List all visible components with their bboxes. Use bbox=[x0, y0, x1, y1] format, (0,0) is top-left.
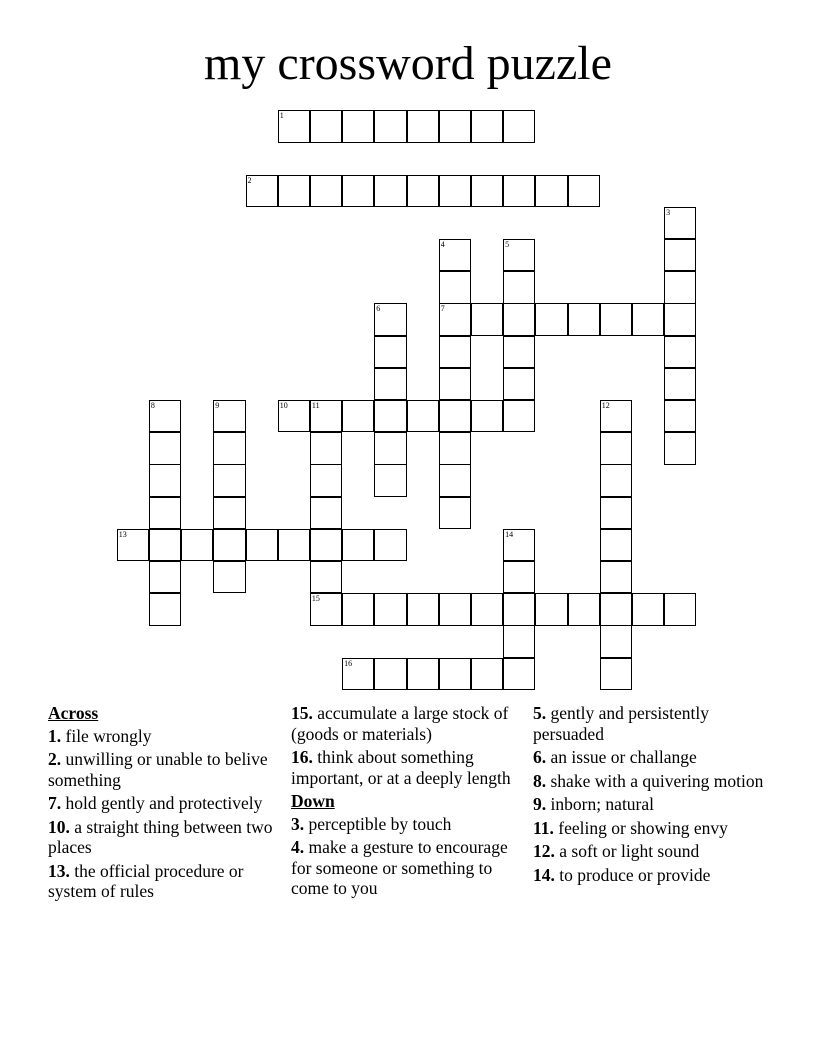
down-clue: 14. to produce or provide bbox=[533, 864, 711, 885]
grid-cell[interactable] bbox=[600, 303, 632, 335]
grid-cell[interactable] bbox=[407, 110, 439, 142]
across-clue: 7. hold gently and protectively bbox=[48, 793, 263, 813]
grid-cell[interactable] bbox=[407, 400, 439, 432]
grid-cell[interactable] bbox=[600, 561, 632, 593]
grid-cell[interactable] bbox=[374, 432, 406, 464]
grid-cell[interactable] bbox=[213, 529, 245, 561]
grid-cell[interactable] bbox=[374, 110, 406, 142]
grid-cell[interactable] bbox=[664, 400, 696, 432]
grid-cell[interactable] bbox=[407, 658, 439, 690]
grid-cell[interactable] bbox=[213, 464, 245, 496]
grid-cell[interactable] bbox=[310, 175, 342, 207]
grid-cell[interactable] bbox=[310, 529, 342, 561]
cell-number: 2 bbox=[247, 175, 252, 185]
grid-cell[interactable] bbox=[503, 271, 535, 303]
grid-cell[interactable] bbox=[310, 497, 342, 529]
grid-cell[interactable] bbox=[213, 561, 245, 593]
down-clue: 5. gently and persistently persuaded bbox=[533, 703, 709, 744]
page-title: my crossword puzzle bbox=[204, 37, 612, 90]
cell-number: 11 bbox=[311, 401, 320, 410]
grid-cell[interactable] bbox=[439, 271, 471, 303]
grid-cell[interactable] bbox=[503, 239, 535, 271]
grid-cell[interactable] bbox=[535, 175, 567, 207]
grid-cell[interactable] bbox=[149, 400, 181, 432]
grid-cell[interactable] bbox=[374, 658, 406, 690]
grid-cell[interactable] bbox=[310, 593, 342, 625]
across-clue: 15. accumulate a large stock of (goods or materials) bbox=[291, 703, 509, 744]
across-heading: Across bbox=[48, 703, 99, 723]
cell-number: 16 bbox=[344, 658, 353, 668]
across-clue: 10. a straight thing between two places bbox=[48, 816, 273, 857]
down-clue: 4. make a gesture to encourage for someone or something to come to you bbox=[291, 837, 508, 898]
grid-cell[interactable] bbox=[600, 464, 632, 496]
grid-cell[interactable] bbox=[503, 529, 535, 561]
grid-cell[interactable] bbox=[278, 400, 310, 432]
grid-cell[interactable] bbox=[149, 497, 181, 529]
grid-cell[interactable] bbox=[149, 593, 181, 625]
grid-cell[interactable] bbox=[213, 497, 245, 529]
grid-cell[interactable] bbox=[439, 303, 471, 335]
cell-number: 12 bbox=[601, 401, 610, 410]
cell-number: 6 bbox=[376, 304, 381, 314]
grid-cell[interactable] bbox=[246, 529, 278, 561]
cell-number: 14 bbox=[505, 529, 514, 539]
grid-cell[interactable] bbox=[213, 432, 245, 464]
grid-cell[interactable] bbox=[600, 625, 632, 657]
grid-cell[interactable] bbox=[439, 593, 471, 625]
grid-cell[interactable] bbox=[439, 175, 471, 207]
grid-cell[interactable] bbox=[503, 175, 535, 207]
across-clue: 1. file wrongly bbox=[48, 725, 152, 746]
cell-number: 7 bbox=[440, 304, 445, 314]
cell-number: 15 bbox=[311, 594, 320, 604]
grid-cell[interactable] bbox=[342, 400, 374, 432]
grid-cell[interactable] bbox=[568, 175, 600, 207]
across-clue: 16. think about something important, or at a deeply length bbox=[291, 747, 511, 788]
grid-cell[interactable] bbox=[342, 175, 374, 207]
grid-cell[interactable] bbox=[310, 110, 342, 142]
grid-cell[interactable] bbox=[342, 593, 374, 625]
grid-cell[interactable] bbox=[246, 175, 278, 207]
grid-cell[interactable] bbox=[342, 110, 374, 142]
grid-cell[interactable] bbox=[535, 593, 567, 625]
grid-cell[interactable] bbox=[535, 303, 567, 335]
grid-cell[interactable] bbox=[310, 432, 342, 464]
grid-cell[interactable] bbox=[664, 207, 696, 239]
down-heading: Down bbox=[291, 791, 335, 811]
grid-cell[interactable] bbox=[149, 529, 181, 561]
grid-cell[interactable] bbox=[374, 464, 406, 496]
grid-cell[interactable] bbox=[310, 464, 342, 496]
clue-column-3 bbox=[533, 703, 773, 888]
grid-cell[interactable] bbox=[278, 529, 310, 561]
grid-cell[interactable] bbox=[600, 529, 632, 561]
grid-cell[interactable] bbox=[374, 368, 406, 400]
grid-cell[interactable] bbox=[471, 400, 503, 432]
grid-cell[interactable] bbox=[342, 529, 374, 561]
grid-cell[interactable] bbox=[310, 561, 342, 593]
cell-number: 13 bbox=[118, 529, 127, 539]
across-clue: 13. the official procedure or system of rules bbox=[48, 860, 244, 901]
grid-cell[interactable] bbox=[664, 593, 696, 625]
grid-cell[interactable] bbox=[439, 368, 471, 400]
cell-number: 1 bbox=[279, 111, 284, 121]
grid-cell[interactable] bbox=[471, 303, 503, 335]
grid-cell[interactable] bbox=[600, 432, 632, 464]
grid-cell[interactable] bbox=[664, 271, 696, 303]
grid-cell[interactable] bbox=[374, 529, 406, 561]
grid-cell[interactable] bbox=[503, 593, 535, 625]
down-clue: 11. feeling or showing envy bbox=[533, 817, 728, 838]
grid-cell[interactable] bbox=[632, 593, 664, 625]
grid-cell[interactable] bbox=[632, 303, 664, 335]
cell-number: 10 bbox=[279, 401, 288, 410]
grid-cell[interactable] bbox=[149, 432, 181, 464]
grid-cell[interactable] bbox=[503, 400, 535, 432]
grid-cell[interactable] bbox=[374, 336, 406, 368]
cell-number: 5 bbox=[505, 240, 510, 249]
down-clue: 12. a soft or light sound bbox=[533, 841, 700, 861]
grid-cell[interactable] bbox=[600, 497, 632, 529]
grid-cell[interactable] bbox=[600, 658, 632, 690]
clue-column-2 bbox=[291, 703, 523, 902]
grid-cell[interactable] bbox=[439, 239, 471, 271]
grid-cell[interactable] bbox=[310, 400, 342, 432]
grid-cell[interactable] bbox=[439, 110, 471, 142]
grid-cell[interactable] bbox=[374, 303, 406, 335]
grid-cell[interactable] bbox=[407, 593, 439, 625]
grid-cell[interactable] bbox=[471, 658, 503, 690]
down-clue: 8. shake with a quivering motion bbox=[533, 770, 764, 791]
down-clue: 6. an issue or challange bbox=[533, 747, 697, 767]
grid-cell[interactable] bbox=[374, 175, 406, 207]
grid-cell[interactable] bbox=[439, 497, 471, 529]
grid-cell[interactable] bbox=[213, 400, 245, 432]
grid-cell[interactable] bbox=[503, 303, 535, 335]
grid-cell[interactable] bbox=[568, 303, 600, 335]
grid-cell[interactable] bbox=[439, 432, 471, 464]
cell-number: 9 bbox=[215, 401, 220, 410]
grid-cell[interactable] bbox=[664, 303, 696, 335]
grid-cell[interactable] bbox=[439, 400, 471, 432]
cell-number: 4 bbox=[440, 240, 445, 249]
cell-number: 3 bbox=[666, 207, 671, 217]
down-clue: 3. perceptible by touch bbox=[291, 813, 452, 834]
grid-cell[interactable] bbox=[503, 658, 535, 690]
grid-cell[interactable] bbox=[342, 658, 374, 690]
grid-cell[interactable] bbox=[503, 625, 535, 657]
grid-cell[interactable] bbox=[503, 561, 535, 593]
grid-cell[interactable] bbox=[149, 464, 181, 496]
grid-cell[interactable] bbox=[278, 175, 310, 207]
grid-cell[interactable] bbox=[664, 368, 696, 400]
grid-cell[interactable] bbox=[503, 110, 535, 142]
grid-cell[interactable] bbox=[439, 464, 471, 496]
grid-cell[interactable] bbox=[503, 368, 535, 400]
grid-cell[interactable] bbox=[471, 175, 503, 207]
grid-cell[interactable] bbox=[664, 432, 696, 464]
grid-cell[interactable] bbox=[439, 336, 471, 368]
grid-cell[interactable] bbox=[568, 593, 600, 625]
grid-cell[interactable] bbox=[600, 400, 632, 432]
grid-cell[interactable] bbox=[664, 336, 696, 368]
grid-cell[interactable] bbox=[664, 239, 696, 271]
grid-cell[interactable] bbox=[374, 593, 406, 625]
grid-cell[interactable] bbox=[503, 336, 535, 368]
grid-cell[interactable] bbox=[471, 110, 503, 142]
down-clue: 9. inborn; natural bbox=[533, 794, 655, 814]
cell-number: 8 bbox=[150, 401, 155, 410]
clue-column-1 bbox=[48, 703, 280, 905]
grid-cell[interactable] bbox=[278, 110, 310, 142]
grid-cell[interactable] bbox=[117, 529, 149, 561]
across-clue: 2. unwilling or unable to belive something bbox=[48, 749, 268, 790]
grid-cell[interactable] bbox=[600, 593, 632, 625]
grid-cell[interactable] bbox=[181, 529, 213, 561]
grid-cell[interactable] bbox=[407, 175, 439, 207]
grid-cell[interactable] bbox=[471, 593, 503, 625]
grid-cell[interactable] bbox=[439, 658, 471, 690]
grid-cell[interactable] bbox=[374, 400, 406, 432]
grid-cell[interactable] bbox=[149, 561, 181, 593]
